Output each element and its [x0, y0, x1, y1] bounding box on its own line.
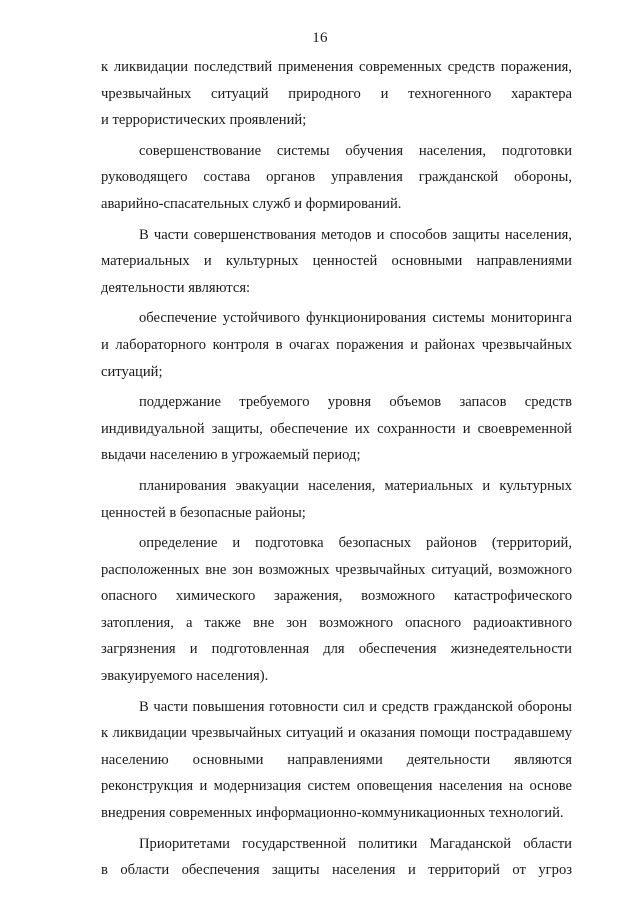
text-line: определение и подготовка безопасных районов (территорий, [139, 535, 572, 552]
text-line: индивидуальной защиты, обеспечение их сохранности и своевременной [101, 420, 572, 437]
text-line: аварийно-спасательных служб и формирований. [101, 195, 402, 212]
text-line: и лабораторного контроля в очагах поражения и районах чрезвычайных [101, 336, 572, 353]
text-line: ценностей в безопасные районы; [101, 504, 306, 521]
text-line: к ликвидации чрезвычайных ситуаций и оказания помощи пострадавшему [101, 725, 572, 742]
paragraph [101, 389, 572, 469]
document-body [101, 54, 572, 884]
paragraph [101, 305, 572, 385]
text-line: в области обеспечения защиты населения и территорий от угроз [101, 862, 572, 879]
paragraph [101, 831, 572, 884]
text-line: реконструкция и модернизация систем оповещения населения на основе [101, 778, 572, 795]
text-line: к ликвидации последствий применения современных средств поражения, [101, 59, 572, 75]
text-line: В части повышения готовности сил и средств гражданской обороны [139, 698, 572, 715]
paragraph [101, 694, 572, 827]
text-line: руководящего состава органов управления гражданской обороны, [101, 169, 572, 186]
text-line: поддержание требуемого уровня объемов запасов средств [139, 394, 572, 411]
text-line: Приоритетами государственной политики Магаданской области [139, 835, 572, 852]
text-line: обеспечение устойчивого функционирования системы мониторинга [139, 310, 572, 327]
paragraph [101, 138, 572, 218]
text-line: опасного химического заражения, возможного катастрофического [101, 588, 572, 605]
text-line: населению основными направлениями деятельности являются [101, 751, 572, 768]
page-number: 16 [312, 30, 328, 46]
text-line: затопления, а также вне зон возможного опасного радиоактивного [101, 614, 572, 631]
text-line: ситуаций; [101, 363, 163, 380]
text-line: В части совершенствования методов и способов защиты населения, [139, 226, 572, 243]
paragraph [101, 530, 572, 690]
text-line: чрезвычайных ситуаций природного и техногенного характера [101, 85, 572, 102]
text-line: и террористических проявлений; [101, 112, 307, 129]
text-line: деятельности являются: [101, 279, 251, 296]
text-line: выдачи населению в угрожаемый период; [101, 447, 361, 464]
paragraph [101, 54, 572, 134]
paragraph [101, 222, 572, 302]
paragraph [101, 473, 572, 526]
text-line: совершенствование системы обучения населения, подготовки [139, 142, 572, 159]
text-line: загрязнения и подготовленная для обеспечения жизнедеятельности [101, 641, 572, 658]
text-line: материальных и культурных ценностей основными направлениями [101, 253, 572, 270]
text-line: планирования эвакуации населения, материальных и культурных [139, 477, 572, 494]
text-line: эвакуируемого населения). [101, 668, 269, 685]
text-line: внедрения современных информационно-коммуникационных технологий. [101, 805, 564, 822]
text-line: расположенных вне зон возможных чрезвычайных ситуаций, возможного [101, 561, 572, 578]
